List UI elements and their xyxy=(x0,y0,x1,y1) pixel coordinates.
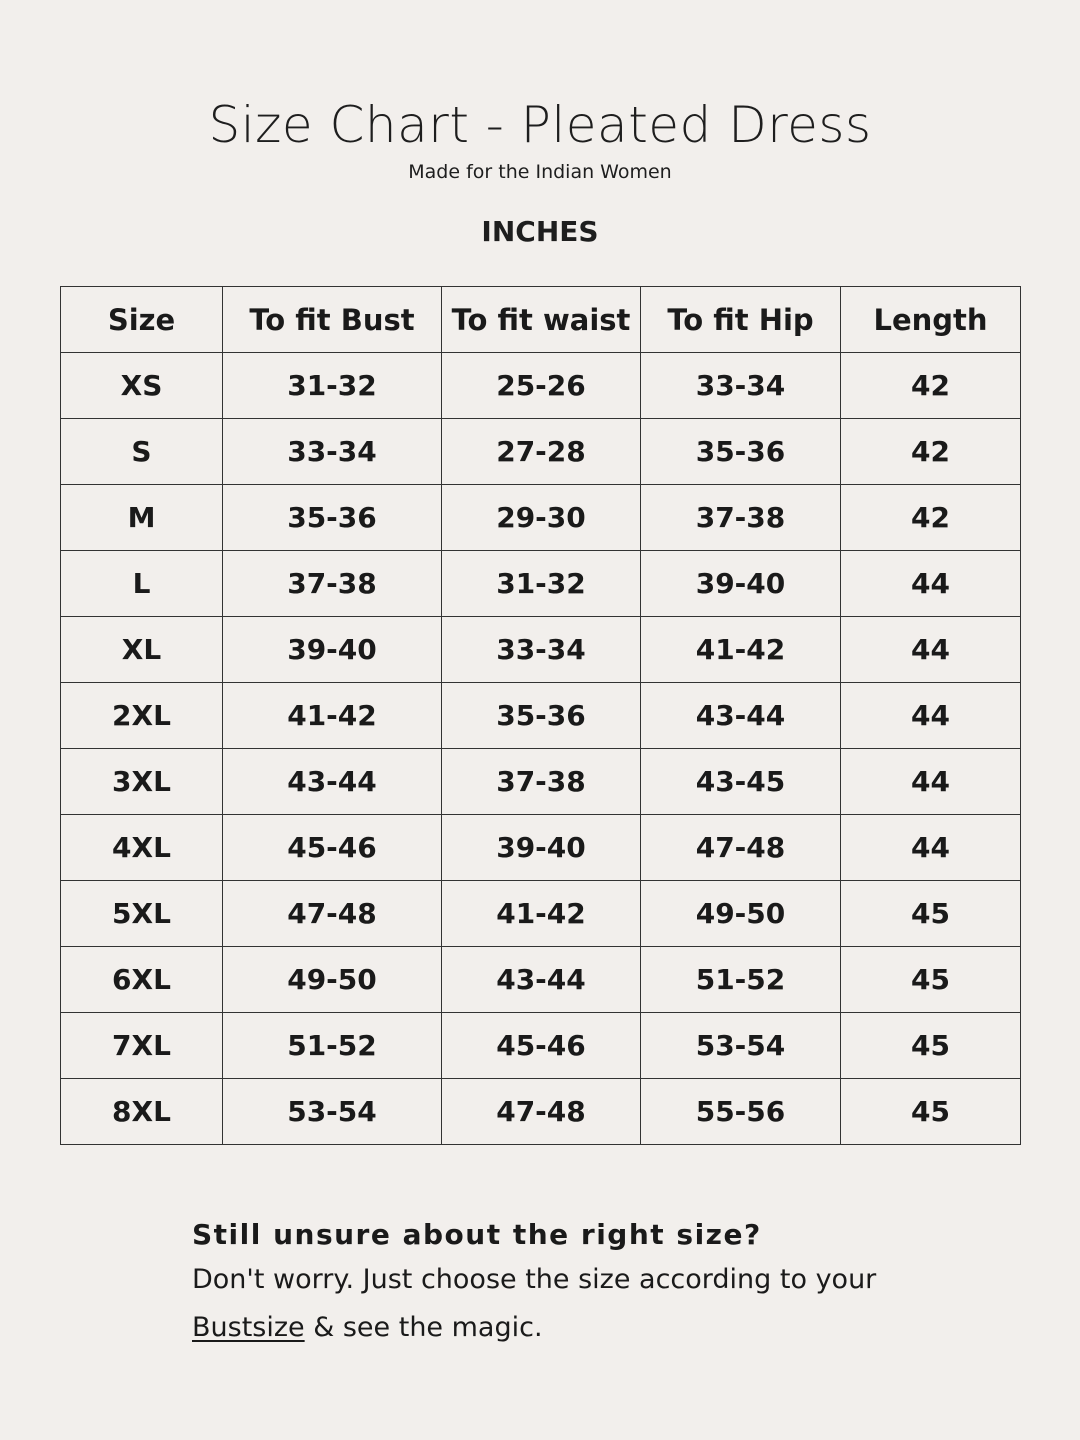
cell-size: 2XL xyxy=(61,683,223,749)
cell-bust: 31-32 xyxy=(223,353,442,419)
cell-bust: 47-48 xyxy=(223,881,442,947)
cell-waist: 45-46 xyxy=(442,1013,641,1079)
cell-waist: 43-44 xyxy=(442,947,641,1013)
cell-size: M xyxy=(61,485,223,551)
cell-bust: 37-38 xyxy=(223,551,442,617)
cell-length: 45 xyxy=(841,1079,1021,1145)
cell-length: 42 xyxy=(841,485,1021,551)
cell-hip: 51-52 xyxy=(641,947,841,1013)
table-body xyxy=(61,353,1021,1145)
cell-hip: 35-36 xyxy=(641,419,841,485)
table-row xyxy=(61,947,1021,1013)
cell-size: 5XL xyxy=(61,881,223,947)
cell-hip: 53-54 xyxy=(641,1013,841,1079)
cell-size: 7XL xyxy=(61,1013,223,1079)
cell-hip: 43-45 xyxy=(641,749,841,815)
table-row xyxy=(61,419,1021,485)
cell-hip: 33-34 xyxy=(641,353,841,419)
cell-waist: 37-38 xyxy=(442,749,641,815)
cell-length: 45 xyxy=(841,1013,1021,1079)
table-row xyxy=(61,485,1021,551)
bustsize-link[interactable]: Bustsize xyxy=(192,1312,305,1343)
table-row xyxy=(61,617,1021,683)
cell-length: 45 xyxy=(841,947,1021,1013)
cell-length: 45 xyxy=(841,881,1021,947)
cell-hip: 55-56 xyxy=(641,1079,841,1145)
note-line-1: Don't worry. Just choose the size according to your xyxy=(192,1264,877,1295)
page-title: Size Chart - Pleated Dress xyxy=(208,96,872,154)
table-row xyxy=(61,551,1021,617)
page-subtitle: Made for the Indian Women xyxy=(408,161,672,183)
column-header-waist: To fit waist xyxy=(442,287,641,353)
cell-waist: 35-36 xyxy=(442,683,641,749)
cell-waist: 25-26 xyxy=(442,353,641,419)
cell-waist: 29-30 xyxy=(442,485,641,551)
table-row xyxy=(61,815,1021,881)
note-heading: Still unsure about the right size? xyxy=(192,1218,762,1251)
cell-size: L xyxy=(61,551,223,617)
unit-label: INCHES xyxy=(481,215,599,248)
cell-waist: 39-40 xyxy=(442,815,641,881)
note-body xyxy=(192,1256,992,1352)
cell-length: 42 xyxy=(841,419,1021,485)
column-header-size: Size xyxy=(61,287,223,353)
cell-length: 44 xyxy=(841,749,1021,815)
cell-hip: 47-48 xyxy=(641,815,841,881)
cell-waist: 41-42 xyxy=(442,881,641,947)
cell-bust: 51-52 xyxy=(223,1013,442,1079)
cell-length: 44 xyxy=(841,683,1021,749)
cell-waist: 27-28 xyxy=(442,419,641,485)
cell-bust: 33-34 xyxy=(223,419,442,485)
cell-hip: 49-50 xyxy=(641,881,841,947)
cell-waist: 33-34 xyxy=(442,617,641,683)
cell-bust: 43-44 xyxy=(223,749,442,815)
column-header-hip: To fit Hip xyxy=(641,287,841,353)
cell-bust: 35-36 xyxy=(223,485,442,551)
table-header-row xyxy=(61,287,1021,353)
cell-length: 44 xyxy=(841,815,1021,881)
note-line-2: & see the magic. xyxy=(304,1312,543,1343)
table-row xyxy=(61,353,1021,419)
cell-bust: 39-40 xyxy=(223,617,442,683)
cell-bust: 49-50 xyxy=(223,947,442,1013)
cell-hip: 43-44 xyxy=(641,683,841,749)
cell-bust: 53-54 xyxy=(223,1079,442,1145)
cell-size: 3XL xyxy=(61,749,223,815)
cell-length: 42 xyxy=(841,353,1021,419)
size-chart-table xyxy=(60,286,1021,1145)
cell-size: 4XL xyxy=(61,815,223,881)
cell-bust: 45-46 xyxy=(223,815,442,881)
cell-hip: 41-42 xyxy=(641,617,841,683)
table-row xyxy=(61,1079,1021,1145)
size-help-note xyxy=(192,1214,992,1352)
cell-size: XL xyxy=(61,617,223,683)
cell-size: 8XL xyxy=(61,1079,223,1145)
column-header-bust: To fit Bust xyxy=(223,287,442,353)
table-row xyxy=(61,881,1021,947)
cell-hip: 39-40 xyxy=(641,551,841,617)
column-header-length: Length xyxy=(841,287,1021,353)
table-row xyxy=(61,683,1021,749)
cell-hip: 37-38 xyxy=(641,485,841,551)
cell-waist: 31-32 xyxy=(442,551,641,617)
cell-size: 6XL xyxy=(61,947,223,1013)
cell-length: 44 xyxy=(841,551,1021,617)
cell-size: S xyxy=(61,419,223,485)
cell-bust: 41-42 xyxy=(223,683,442,749)
table-row xyxy=(61,1013,1021,1079)
cell-length: 44 xyxy=(841,617,1021,683)
cell-size: XS xyxy=(61,353,223,419)
table-row xyxy=(61,749,1021,815)
cell-waist: 47-48 xyxy=(442,1079,641,1145)
